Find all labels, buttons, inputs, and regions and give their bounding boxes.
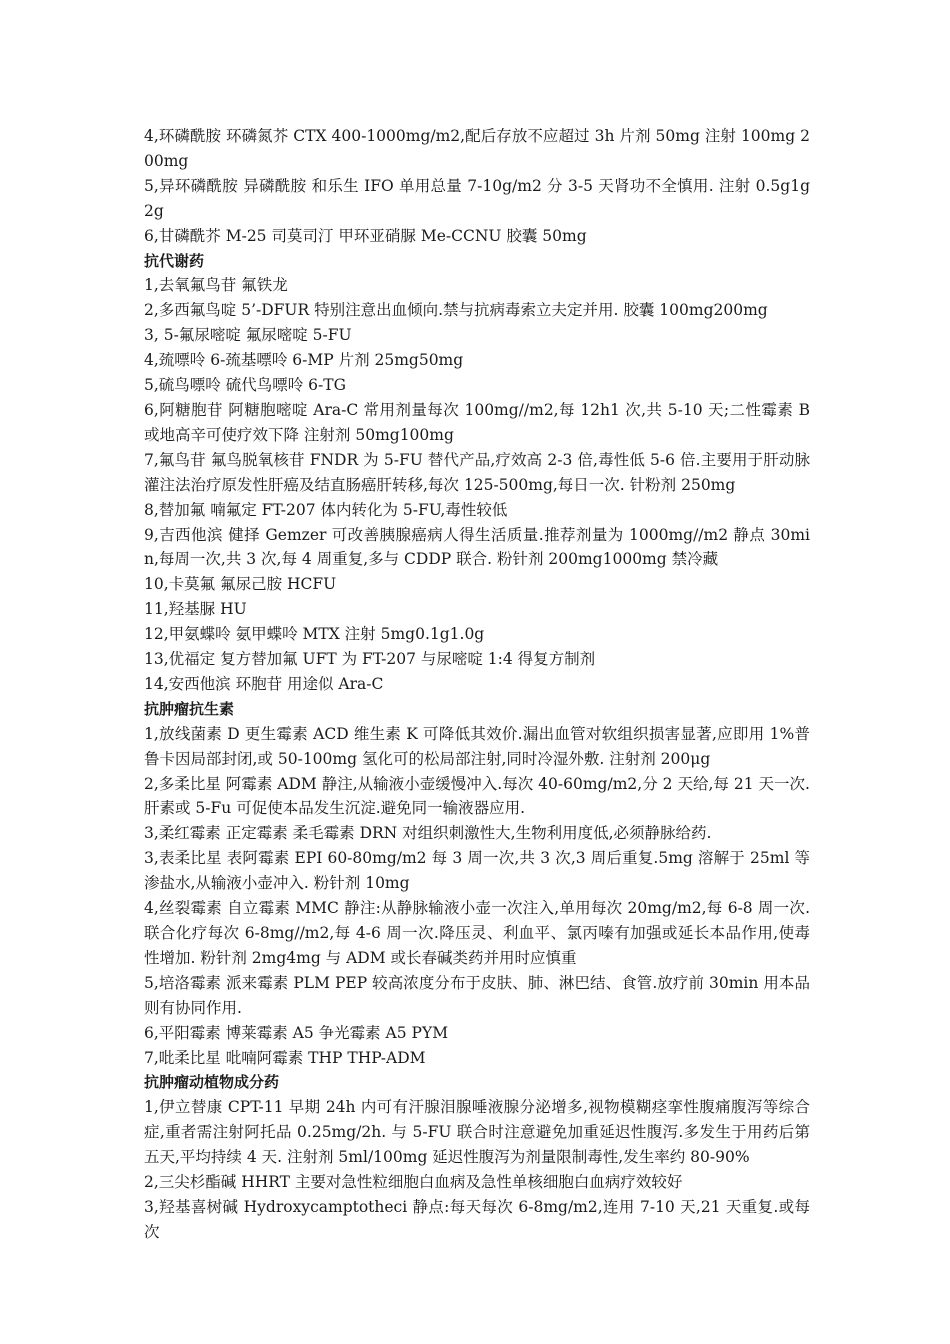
paragraph: 1,去氧氟鸟苷 氟铁龙 <box>144 276 288 295</box>
paragraph: 1,伊立替康 CPT-11 早期 24h 内可有汗腺泪腺唾液腺分泌增多,视物模糊痉挛性腹痛腹泻等综合症,重者需注射阿托品 0.25mg/2h. 与 5-FU 联合时注意避免加重延迟性腹泻.多发生于用药后第五天,平均持续 4 天. 注射剂 5ml/100mg 延迟性腹泻为剂量限制毒性,发生率约 80-90% <box>144 1098 810 1167</box>
paragraph: 7,氟鸟苷 氟鸟脱氧核苷 FNDR 为 5-FU 替代产品,疗效高 2-3 倍,毒性低 5-6 倍.主要用于肝动脉灌注法治疗原发性肝癌及结直肠癌肝转移,每次 125-500mg,每日一次. 针粉剂 250mg <box>144 450 810 494</box>
paragraph: 4,巯嘌呤 6-巯基嘌呤 6-MP 片剂 25mg50mg <box>144 351 464 370</box>
paragraph: 4,环磷酰胺 环磷氮芥 CTX 400-1000mg/m2,配后存放不应超过 3h 片剂 50mg 注射 100mg 200mg <box>144 127 810 170</box>
paragraph: 3, 5-氟尿嘧啶 氟尿嘧啶 5-FU <box>144 326 352 345</box>
paragraph: 12,甲氨蝶呤 氨甲蝶呤 MTX 注射 5mg0.1g1.0g <box>144 625 485 644</box>
paragraph: 5,异环磷酰胺 异磷酰胺 和乐生 IFO 单用总量 7-10g/m2 分 3-5 天肾功不全慎用. 注射 0.5g1g 2g <box>144 176 810 220</box>
paragraph: 14,安西他滨 环胞苷 用途似 Ara-C <box>144 674 384 693</box>
paragraph: 11,羟基脲 HU <box>144 600 247 619</box>
paragraph: 6,平阳霉素 博莱霉素 A5 争光霉素 A5 PYM <box>144 1023 449 1042</box>
paragraph: 3,表柔比星 表阿霉素 EPI 60-80mg/m2 每 3 周一次,共 3 次,3 周后重复.5mg 溶解于 25ml 等渗盐水,从输液小壶冲入. 粉针剂 10mg <box>144 849 810 893</box>
section-heading: 抗代谢药 <box>144 251 205 270</box>
paragraph: 4,丝裂霉素 自立霉素 MMC 静注:从静脉输液小壶一次注入,单用每次 20mg/m2,每 6-8 周一次.联合化疗每次 6-8mg//m2,每 4-6 周一次.降压灵、利血平、氯丙嗪有加强或延长本品作用,使毒性增加. 粉针剂 2mg4mg 与 ADM 或长春碱类药并用时应慎重 <box>144 899 810 967</box>
paragraph: 6,甘磷酰芥 M-25 司莫司汀 甲环亚硝脲 Me-CCNU 胶囊 50mg <box>144 226 587 245</box>
paragraph: 6,阿糖胞苷 阿糖胞嘧啶 Ara-C 常用剂量每次 100mg//m2,每 12h1 次,共 5-10 天;二性霉素 B 或地高辛可使疗效下降 注射剂 50mg100mg <box>144 400 810 444</box>
section-heading: 抗肿瘤抗生素 <box>144 699 235 718</box>
paragraph: 13,优福定 复方替加氟 UFT 为 FT-207 与尿嘧啶 1:4 得复方制剂 <box>144 650 596 669</box>
paragraph: 2,多西氟鸟啶 5’-DFUR 特别注意出血倾向.禁与抗病毒索立夫定并用. 胶囊 100mg200mg <box>144 301 768 320</box>
paragraph: 1,放线菌素 D 更生霉素 ACD 维生素 K 可降低其效价.漏出血管对软组织损害显著,应即用 1%普鲁卡因局部封闭,或 50-100mg 氢化可的松局部注射,同时冷湿外敷. 注射剂 200μg <box>144 724 810 768</box>
paragraph: 10,卡莫氟 氟尿己胺 HCFU <box>144 575 337 594</box>
document-page <box>144 124 810 1245</box>
paragraph: 5,培洛霉素 派来霉素 PLM PEP 较高浓度分布于皮肤、肺、淋巴结、食管.放疗前 30min 用本品则有协同作用. <box>144 973 810 1017</box>
paragraph: 7,吡柔比星 吡喃阿霉素 THP THP-ADM <box>144 1048 426 1067</box>
paragraph: 3,羟基喜树碱 Hydroxycamptotheci 静点:每天每次 6-8mg/m2,连用 7-10 天,21 天重复.或每次 <box>144 1197 810 1241</box>
paragraph: 3,柔红霉素 正定霉素 柔毛霉素 DRN 对组织刺激性大,生物利用度低,必须静脉给药. <box>144 824 712 843</box>
section-heading: 抗肿瘤动植物成分药 <box>144 1073 280 1092</box>
paragraph: 2,三尖杉酯碱 HHRT 主要对急性粒细胞白血病及急性单核细胞白血病疗效较好 <box>144 1173 683 1192</box>
paragraph: 5,硫鸟嘌呤 硫代鸟嘌呤 6-TG <box>144 376 346 395</box>
paragraph: 9,吉西他滨 健择 Gemzer 可改善胰腺癌病人得生活质量.推荐剂量为 1000mg//m2 静点 30min,每周一次,共 3 次,每 4 周重复,多与 CDDP 联合. 粉针剂 200mg1000mg 禁冷藏 <box>144 525 810 569</box>
paragraph: 2,多柔比星 阿霉素 ADM 静注,从输液小壶缓慢冲入.每次 40-60mg/m2,分 2 天给,每 21 天一次.肝素或 5-Fu 可促使本品发生沉淀.避免同一输液器应用. <box>144 774 810 818</box>
paragraph: 8,替加氟 喃氟定 FT-207 体内转化为 5-FU,毒性较低 <box>144 500 508 519</box>
